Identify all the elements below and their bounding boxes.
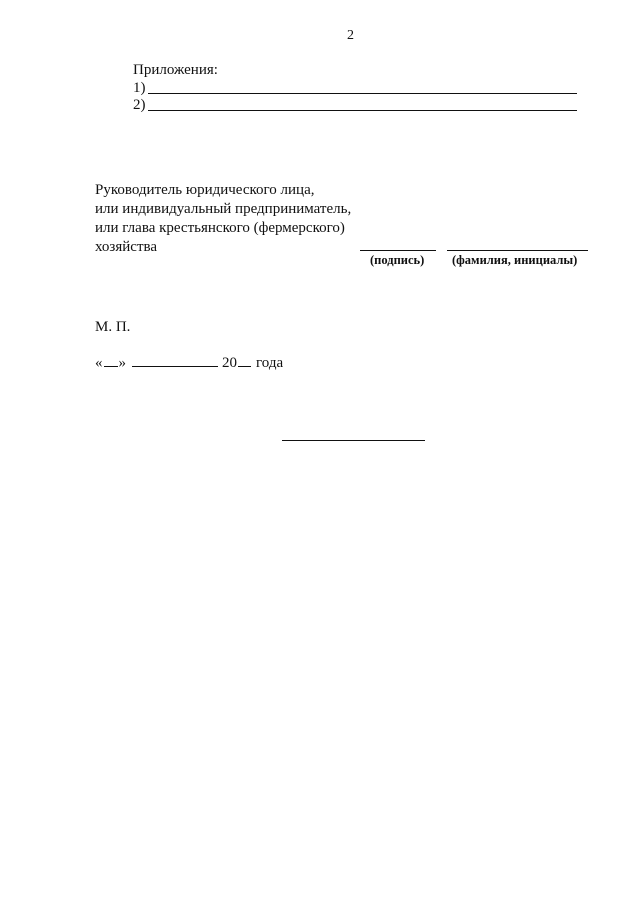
date-century: 20 xyxy=(222,355,237,371)
attachments-title: Приложения: xyxy=(133,62,218,78)
signature-caption: (подпись) xyxy=(370,253,425,267)
attachment-marker-1: 1) xyxy=(133,80,146,96)
name-caption: (фамилия, инициалы) xyxy=(452,253,578,267)
date-close-quote: » xyxy=(118,355,126,371)
date-row xyxy=(95,355,283,372)
signatory-line: Руководитель юридического лица, xyxy=(95,182,315,198)
attachment-blank-2 xyxy=(148,110,577,111)
date-open-quote: « xyxy=(95,355,103,371)
month-blank xyxy=(132,365,218,367)
page-number: 2 xyxy=(347,28,354,43)
signatory-line: или глава крестьянского (фермерского) xyxy=(95,220,345,236)
date-suffix: года xyxy=(256,355,284,371)
day-blank xyxy=(104,365,118,367)
signatory-line: хозяйства xyxy=(95,239,158,255)
stamp-label: М. П. xyxy=(95,319,131,335)
attachment-blank-1 xyxy=(148,93,577,94)
signatory-line: или индивидуальный предприниматель, xyxy=(95,201,352,217)
name-blank xyxy=(447,250,588,251)
document-end-line xyxy=(282,440,425,441)
signatory-title xyxy=(95,181,351,257)
attachment-marker-2: 2) xyxy=(133,97,146,113)
signature-blank xyxy=(360,250,436,251)
year-blank xyxy=(238,365,251,367)
